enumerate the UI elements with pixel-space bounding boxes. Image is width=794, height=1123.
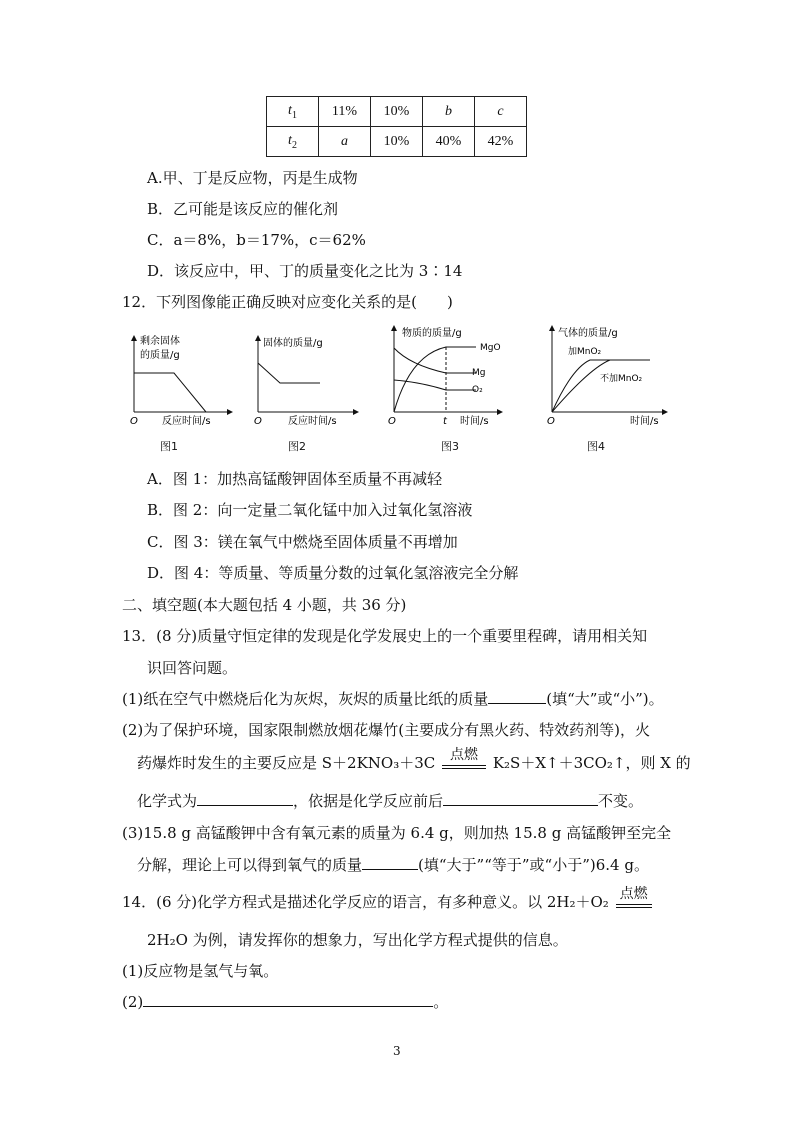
- figure-2: [254, 336, 356, 427]
- fig3-xlabel: 时间/s: [460, 416, 489, 427]
- q14-stem-text: 14．(6 分)化学方程式是描述化学反应的语言，有多种意义。以 2H₂＋O₂: [122, 893, 609, 911]
- q13-part-2-text: 不变。: [598, 792, 644, 810]
- q13-part-3-hint: (填“大于”“等于”或“小于”)6.4 g。: [418, 856, 649, 874]
- fig1-caption: 图1: [160, 440, 178, 453]
- q13-part-2-text: ，依据是化学反应前后: [293, 792, 444, 810]
- fig4-ylabel: 气体的质量/g: [558, 328, 618, 339]
- answer-blank[interactable]: [197, 791, 293, 806]
- fig2-caption: 图2: [288, 440, 306, 453]
- fig4-series-without-mno2: 不加MnO₂: [600, 374, 643, 384]
- q12-option-d: D．图 4：等质量、等质量分数的过氧化氢溶液完全分解: [147, 564, 519, 582]
- reaction-condition: [440, 747, 488, 774]
- fig4-series-with-mno2: 加MnO₂: [568, 347, 602, 357]
- fig3-series-o2: O₂: [472, 385, 483, 395]
- fig2-ylabel: 固体的质量/g: [263, 338, 323, 349]
- fig3-caption: 图3: [441, 440, 459, 453]
- q13-part-1-text: (1)纸在空气中燃烧后化为灰烬，灰烬的质量比纸的质量: [122, 690, 489, 708]
- table-cell: c: [475, 97, 527, 127]
- q13-part-3-line-2: [137, 854, 649, 875]
- q13-part-2-line-3: [137, 790, 643, 811]
- q13-part-3-text: 分解，理论上可以得到氧气的质量: [137, 856, 363, 874]
- fig1-ylabel-1: 剩余固体: [140, 336, 180, 347]
- q12-option-b: B．图 2：向一定量二氧化锰中加入过氧化氢溶液: [147, 501, 473, 519]
- q11-option-a: A.甲、丁是反应物，丙是生成物: [147, 169, 358, 187]
- answer-blank[interactable]: [143, 992, 433, 1007]
- q12-figures: [120, 320, 680, 435]
- fig1-origin: O: [130, 416, 138, 427]
- q13-part-2-line-1: (2)为了保护环境，国家限制燃放烟花爆竹(主要成分有黑火药、特效药剂等)，火: [122, 721, 650, 739]
- fig2-origin: O: [254, 416, 262, 427]
- section-heading: 二、填空题(本大题包括 4 小题，共 36 分): [122, 596, 407, 614]
- reaction-condition: [614, 886, 654, 913]
- page-number: 3: [393, 1044, 401, 1058]
- table-cell: 10%: [371, 127, 423, 157]
- table-cell: 40%: [423, 127, 475, 157]
- table-cell: 11%: [319, 97, 371, 127]
- q14-stem-line-1: [122, 886, 654, 913]
- fig1-xlabel: 反应时间/s: [162, 416, 211, 427]
- q12-option-c: C．图 3：镁在氧气中燃烧至固体质量不再增加: [147, 533, 458, 551]
- fig2-xlabel: 反应时间/s: [288, 416, 337, 427]
- q14-part-2: [122, 991, 448, 1012]
- figure-3: [388, 326, 501, 427]
- q14-stem-line-2: 2H₂O 为例，请发挥你的想象力，写出化学方程式提供的信息。: [147, 931, 568, 949]
- q13-stem-line-1: 13．(8 分)质量守恒定律的发现是化学发展史上的一个重要里程碑，请用相关知: [122, 627, 648, 645]
- data-table: [266, 96, 527, 157]
- table-cell: a: [319, 127, 371, 157]
- fig4-caption: 图4: [587, 440, 605, 453]
- q13-stem-line-2: 识回答问题。: [147, 659, 238, 677]
- table-row: [267, 127, 527, 157]
- fig3-ylabel: 物质的质量/g: [402, 328, 462, 339]
- figure-4: [547, 326, 665, 427]
- condition-label: 点燃: [450, 747, 479, 763]
- q13-part-2-text: 化学式为: [137, 792, 198, 810]
- fig3-t-label: t: [443, 416, 447, 427]
- table-cell: 42%: [475, 127, 527, 157]
- answer-blank[interactable]: [443, 791, 598, 806]
- equation-reactants: 药爆炸时发生的主要反应是 S＋2KNO₃＋3C: [137, 754, 436, 772]
- q13-part-1: [122, 688, 664, 709]
- fig4-origin: O: [547, 416, 555, 427]
- row-label: $t_1$: [267, 97, 319, 127]
- q12-option-a: A．图 1：加热高锰酸钾固体至质量不再减轻: [147, 470, 443, 488]
- q13-part-1-hint: (填“大”或“小”)。: [546, 690, 664, 708]
- q14-part-2-end: 。: [433, 993, 449, 1011]
- row-label: $t_2$: [267, 127, 319, 157]
- equation-products: K₂S＋X↑＋3CO₂↑，则 X 的: [492, 754, 691, 772]
- q11-option-b: B．乙可能是该反应的催化剂: [147, 200, 339, 218]
- q11-option-c: C．a＝8%，b＝17%，c＝62%: [147, 231, 366, 249]
- fig3-series-mg: Mg: [472, 368, 486, 378]
- table-row: [267, 97, 527, 127]
- q11-option-d: D．该反应中，甲、丁的质量变化之比为 3∶14: [147, 262, 463, 280]
- fig4-xlabel: 时间/s: [630, 416, 659, 427]
- fig3-series-mgo: MgO: [480, 343, 501, 353]
- figure-1: [130, 334, 230, 427]
- q12-stem: 12．下列图像能正确反映对应变化关系的是( ): [122, 293, 453, 311]
- fig1-ylabel-2: 的质量/g: [140, 350, 180, 361]
- answer-blank[interactable]: [488, 689, 546, 704]
- q14-part-1: (1)反应物是氢气与氧。: [122, 962, 279, 980]
- q13-part-3-line-1: (3)15.8 g 高锰酸钾中含有氧元素的质量为 6.4 g，则加热 15.8 g 高锰酸钾至完全: [122, 824, 672, 842]
- answer-blank[interactable]: [362, 855, 418, 870]
- condition-label: 点燃: [619, 886, 648, 902]
- table-cell: b: [423, 97, 475, 127]
- fig3-origin: O: [388, 416, 396, 427]
- table-cell: 10%: [371, 97, 423, 127]
- q13-part-2-line-2: [137, 747, 691, 774]
- q14-part-2-label: (2): [122, 993, 144, 1011]
